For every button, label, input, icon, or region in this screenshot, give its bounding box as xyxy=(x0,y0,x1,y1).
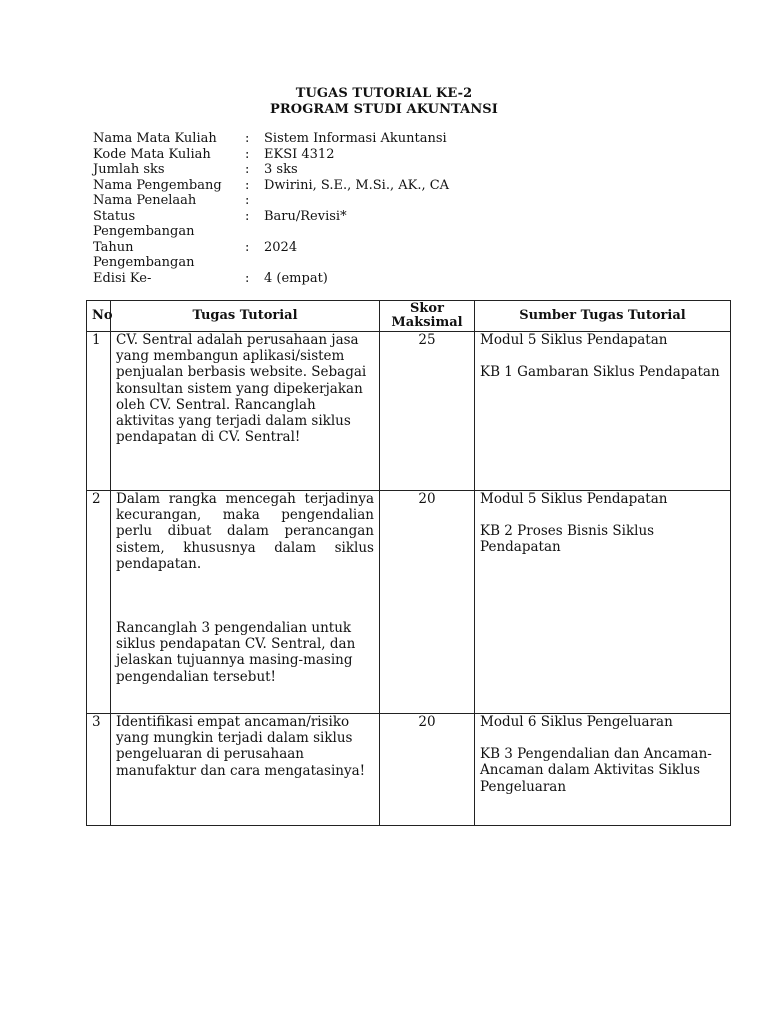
source-kb: KB 3 Pengendalian dan Ancaman-Ancaman dalam Aktivitas Siklus Pengeluaran xyxy=(480,746,712,795)
document-title: TUGAS TUTORIAL KE-2 xyxy=(295,86,473,101)
meta-label: Kode Mata Kuliah xyxy=(93,146,211,162)
meta-value: Sistem Informasi Akuntansi xyxy=(264,131,447,146)
meta-separator: : xyxy=(245,131,250,146)
meta-label-line2: Pengembangan xyxy=(93,255,195,270)
header-score-line1: Skor xyxy=(410,301,444,316)
source-module: Modul 5 Siklus Pendapatan xyxy=(480,491,668,507)
meta-row-edition xyxy=(93,271,733,287)
meta-separator: : xyxy=(245,162,250,177)
meta-row-credits xyxy=(93,162,733,178)
meta-separator: : xyxy=(245,177,250,193)
table-row xyxy=(87,491,731,714)
meta-label-line1: Tahun xyxy=(93,239,134,255)
meta-label xyxy=(93,209,245,240)
program-title: PROGRAM STUDI AKUNTANSI xyxy=(270,102,498,117)
task-description xyxy=(111,332,380,491)
course-info xyxy=(93,131,733,286)
meta-label: Nama Mata Kuliah xyxy=(93,131,217,146)
header-source: Sumber Tugas Tutorial xyxy=(475,301,731,332)
task-score: 25 xyxy=(380,332,475,491)
source-module: Modul 6 Siklus Pengeluaran xyxy=(480,714,673,730)
meta-value: Baru/Revisi* xyxy=(264,208,347,224)
meta-row-status xyxy=(93,209,733,240)
meta-row-year xyxy=(93,240,733,271)
meta-label: Nama Penelaah xyxy=(93,193,197,208)
task-source xyxy=(475,714,731,826)
task-number: 1 xyxy=(87,332,111,491)
meta-value: 4 (empat) xyxy=(264,270,328,286)
table-row xyxy=(87,332,731,491)
table-header-row xyxy=(87,301,731,332)
source-kb: KB 1 Gambaran Siklus Pendapatan xyxy=(480,364,720,381)
task-source xyxy=(475,332,731,491)
task-source xyxy=(475,491,731,714)
meta-row-developer xyxy=(93,178,733,194)
meta-label: Nama Pengembang xyxy=(93,177,222,193)
task-instruction: Rancanglah 3 pengendalian untuk siklus pendapatan CV. Sentral, dan jelaskan tujuannya masing-masing pengendalian tersebut! xyxy=(116,620,356,685)
meta-value: EKSI 4312 xyxy=(264,146,335,162)
task-number: 3 xyxy=(87,714,111,826)
meta-row-course-name xyxy=(93,131,733,147)
task-text: Identifikasi empat ancaman/risiko yang mungkin terjadi dalam siklus pengeluaran di perusahaan manufaktur dan cara mengatasinya! xyxy=(116,714,366,779)
meta-row-course-code xyxy=(93,147,733,163)
task-text: CV. Sentral adalah perusahaan jasa yang membangun aplikasi/sistem penjualan berbasis website. Sebagai konsultan sistem yang dipekerjakan oleh CV. Sentral. Rancanglah aktivitas yang terjadi dalam siklus pendapatan di CV. Sentral! xyxy=(116,332,367,446)
meta-row-reviewer xyxy=(93,193,733,209)
meta-label: Jumlah sks xyxy=(93,162,165,177)
meta-separator: : xyxy=(245,239,250,255)
tutorial-task-table xyxy=(86,300,731,826)
source-module: Modul 5 Siklus Pendapatan xyxy=(480,332,668,348)
meta-value: Dwirini, S.E., M.Si., AK., CA xyxy=(264,177,450,193)
meta-label: Edisi Ke- xyxy=(93,270,152,286)
meta-value: 2024 xyxy=(264,239,298,255)
task-score: 20 xyxy=(380,491,475,714)
meta-separator: : xyxy=(245,270,250,286)
header-max-score xyxy=(380,301,475,332)
task-score: 20 xyxy=(380,714,475,826)
meta-label-line2: Pengembangan xyxy=(93,224,195,239)
task-text: Dalam rangka mencegah terjadinya kecurangan, maka pengendalian perlu dibuat dalam perancangan sistem, khususnya dalam siklus pendapatan. xyxy=(116,491,374,572)
task-description xyxy=(111,714,380,826)
source-kb: KB 2 Proses Bisnis Siklus Pendapatan xyxy=(480,523,655,556)
header-score-line2: Maksimal xyxy=(391,315,463,330)
meta-separator: : xyxy=(245,208,250,224)
header-task: Tugas Tutorial xyxy=(111,301,380,332)
table-row xyxy=(87,714,731,826)
task-description xyxy=(111,491,380,714)
meta-label xyxy=(93,240,245,271)
meta-value: 3 sks xyxy=(264,162,298,177)
meta-label-line1: Status xyxy=(93,208,136,224)
header-no: No xyxy=(87,301,111,332)
meta-separator: : xyxy=(245,193,250,208)
meta-separator: : xyxy=(245,146,250,162)
task-number: 2 xyxy=(87,491,111,714)
